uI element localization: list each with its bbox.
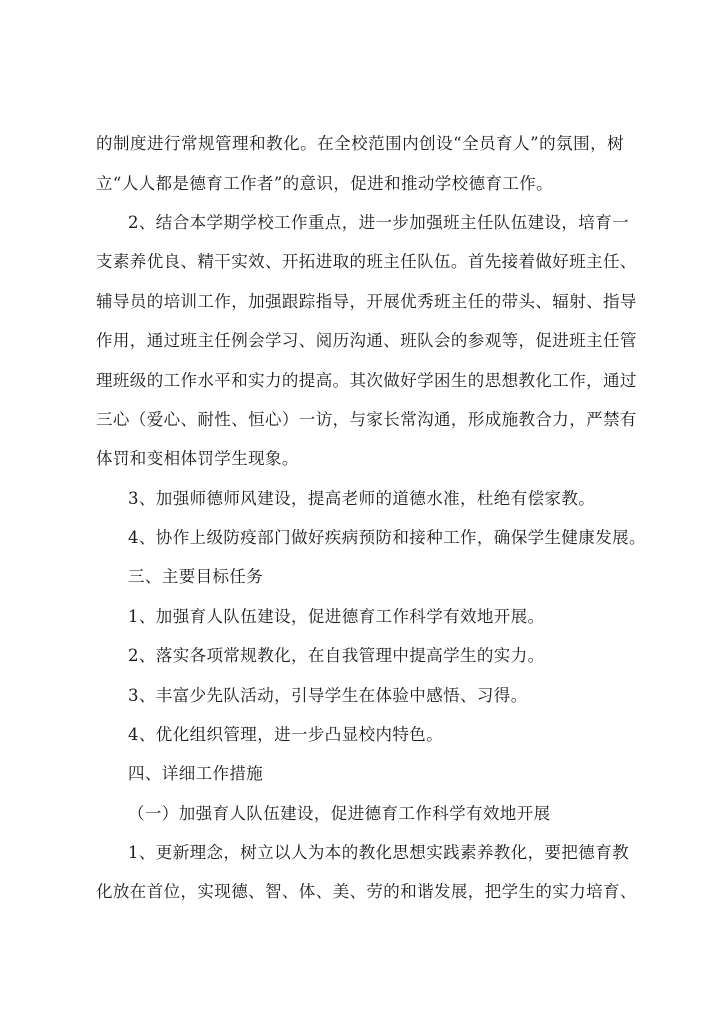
text-line: 作用，通过班主任例会学习、阅历沟通、班队会的参观等，促进班主任管 [96, 331, 637, 350]
list-item: 3、丰富少先队活动，引导学生在体验中感悟、习得。 [128, 686, 528, 705]
text-line: 辅导员的培训工作，加强跟踪指导，开展优秀班主任的带头、辐射、指导 [96, 292, 637, 311]
list-item: 1、加强育人队伍建设，促进德育工作科学有效地开展。 [128, 607, 545, 626]
text-line: 理班级的工作水平和实力的提高。其次做好学困生的思想教化工作，通过 [96, 371, 637, 390]
paragraph-start-line: 2、结合本学期学校工作重点，进一步加强班主任队伍建设，培育一 [128, 213, 629, 232]
section-heading: 四、详细工作措施 [128, 764, 264, 783]
section-heading: 三、主要目标任务 [128, 567, 264, 586]
paragraph-start-line: 4、协作上级防疫部门做好疾病预防和接种工作，确保学生健康发展。 [128, 528, 646, 547]
text-line: 体罚和变相体罚学生现象。 [96, 449, 299, 468]
text-line: 立“人人都是德育工作者”的意识，促进和推动学校德育工作。 [96, 174, 554, 193]
text-line: 三心（爱心、耐性、恒心）一访，与家长常沟通，形成施教合力，严禁有 [96, 410, 637, 429]
paragraph-start-line: 1、更新理念，树立以人为本的教化思想实践素养教化，要把德育教 [128, 843, 629, 862]
subsection-heading: （一）加强育人队伍建设，促进德育工作科学有效地开展 [128, 804, 551, 823]
text-line: 的制度进行常规管理和教化。在全校范围内创设“全员育人”的氛围，树 [96, 134, 624, 153]
paragraph-start-line: 3、加强师德师风建设，提高老师的道德水准，杜绝有偿家教。 [128, 489, 596, 508]
text-line: 化放在首位，实现德、智、体、美、劳的和谐发展，把学生的实力培育、 [96, 882, 637, 901]
list-item: 4、优化组织管理，进一步凸显校内特色。 [128, 725, 444, 744]
text-line: 支素养优良、精干实效、开拓进取的班主任队伍。首先接着做好班主任、 [96, 252, 637, 271]
list-item: 2、落实各项常规教化，在自我管理中提高学生的实力。 [128, 646, 545, 665]
